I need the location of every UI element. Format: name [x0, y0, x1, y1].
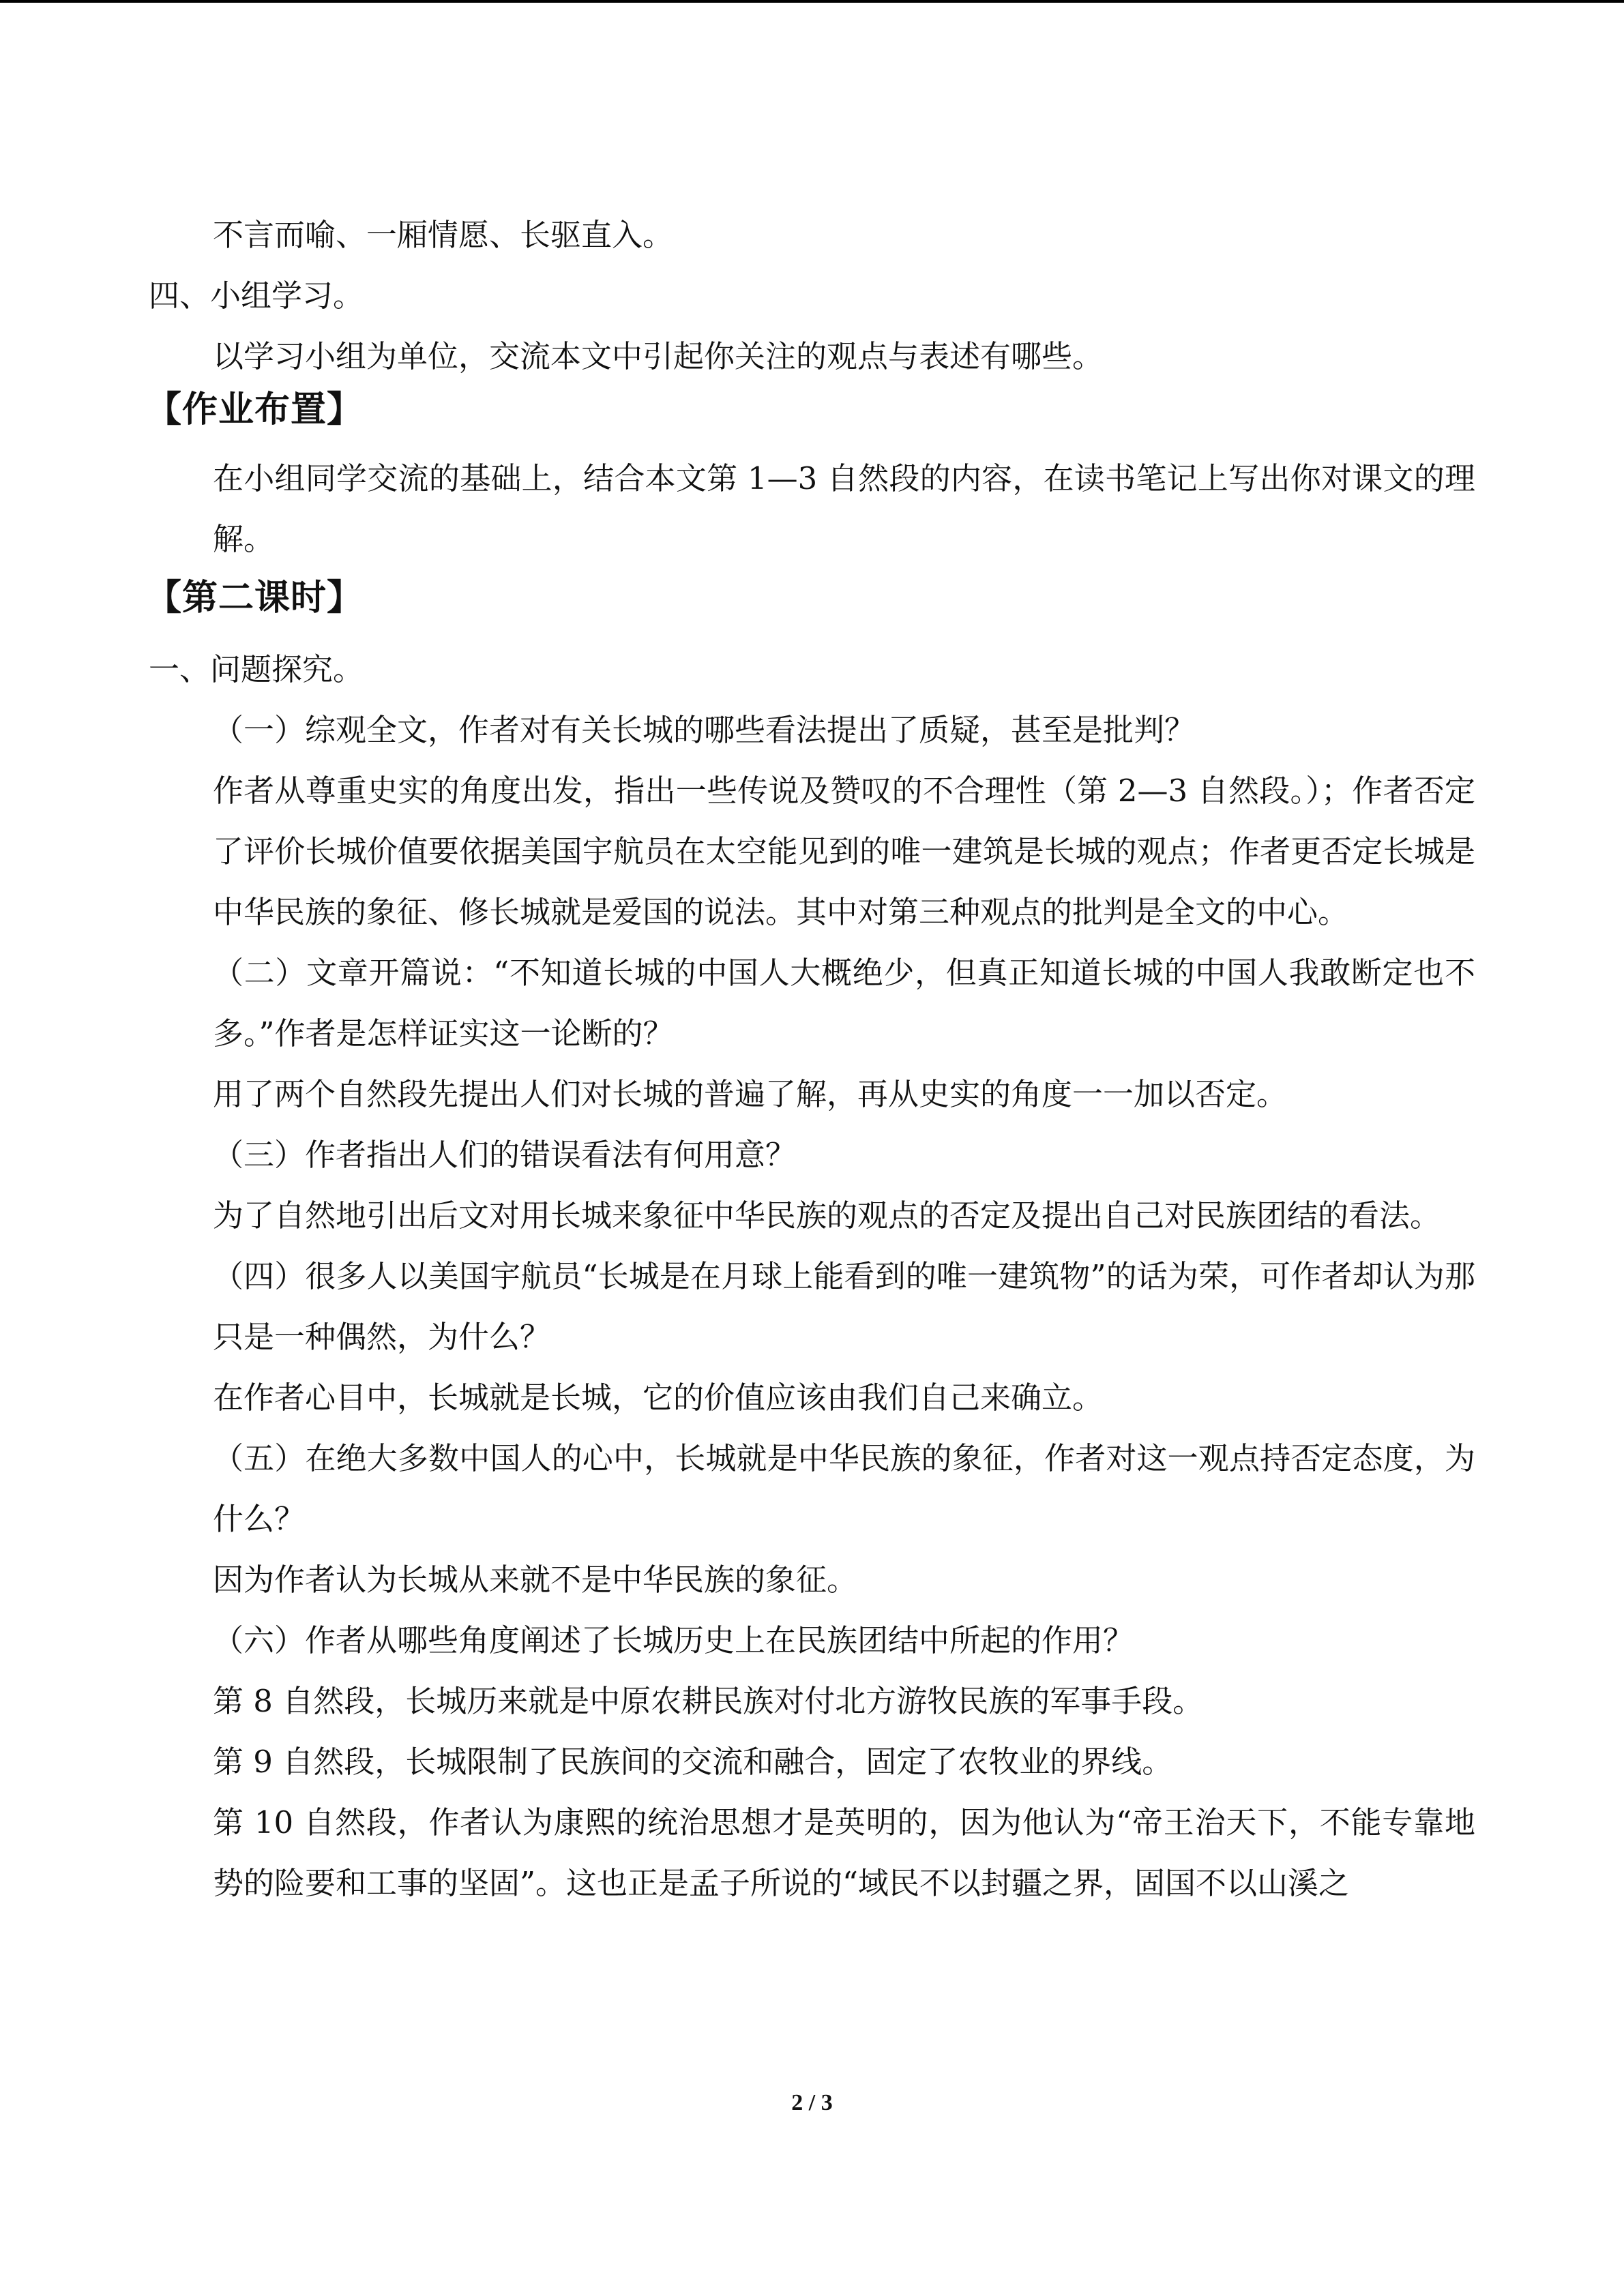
- answer-6-paragraph-10: 第 10 自然段，作者认为康熙的统治思想才是英明的，因为他认为“帝王治天下，不能专靠地势的险要和工事的坚固”。这也正是孟子所说的“域民不以封疆之界，固国不以山溪之: [213, 1804, 1475, 1901]
- question-1: （一）综观全文，作者对有关长城的哪些看法提出了质疑，甚至是批判？: [213, 712, 1196, 748]
- question-6: （六）作者从哪些角度阐述了长城历史上在民族团结中所起的作用？: [213, 1622, 1134, 1658]
- group-study-instruction: 以学习小组为单位，交流本文中引起你关注的观点与表述有哪些。: [213, 338, 1104, 374]
- top-border-line: [0, 0, 1624, 3]
- question-2: （二）文章开篇说：“不知道长城的中国人大概绝少，但真正知道长城的中国人我敢断定也不多。”作者是怎样证实这一论断的？: [213, 955, 1475, 1052]
- page-number: 2 / 3: [791, 2090, 833, 2115]
- section-four-heading: 四、小组学习。: [149, 278, 364, 314]
- answer-4: 在作者心目中，长城就是长城，它的价值应该由我们自己来确立。: [213, 1380, 1104, 1416]
- answer-5: 因为作者认为长城从来就不是中华民族的象征。: [213, 1562, 858, 1598]
- idiom-list-line: 不言而喻、一厢情愿、长驱直入。: [213, 217, 674, 253]
- document-body: [146, 205, 1475, 1913]
- answer-3: 为了自然地引出后文对用长城来象征中华民族的观点的否定及提出自己对民族团结的看法。: [213, 1197, 1441, 1234]
- homework-heading: 【作业布置】: [146, 389, 364, 430]
- question-3: （三）作者指出人们的错误看法有何用意？: [213, 1137, 797, 1173]
- answer-2: 用了两个自然段先提出人们对长城的普遍了解，再从史实的角度一一加以否定。: [213, 1076, 1288, 1112]
- homework-paragraph: 在小组同学交流的基础上，结合本文第 1—3 自然段的内容，在读书笔记上写出你对课文的理解。: [213, 460, 1475, 557]
- answer-1: 作者从尊重史实的角度出发，指出一些传说及赞叹的不合理性（第 2—3 自然段。）；作者否定了评价长城价值要依据美国宇航员在太空能见到的唯一建筑是长城的观点；作者更否定长城是中华民族的象征、修长城就是爱国的说法。其中对第三种观点的批判是全文的中心。: [213, 773, 1475, 930]
- second-lesson-heading: 【第二课时】: [146, 578, 364, 618]
- question-5: （五）在绝大多数中国人的心中，长城就是中华民族的象征，作者对这一观点持否定态度，为什么？: [213, 1440, 1475, 1537]
- answer-6-paragraph-8: 第 8 自然段，长城历来就是中原农耕民族对付北方游牧民族的军事手段。: [213, 1683, 1204, 1719]
- section-one-heading: 一、问题探究。: [149, 651, 364, 687]
- answer-6-paragraph-9: 第 9 自然段，长城限制了民族间的交流和融合，固定了农牧业的界线。: [213, 1744, 1173, 1780]
- question-4: （四）很多人以美国宇航员“长城是在月球上能看到的唯一建筑物”的话为荣，可作者却认为那只是一种偶然，为什么？: [213, 1258, 1475, 1355]
